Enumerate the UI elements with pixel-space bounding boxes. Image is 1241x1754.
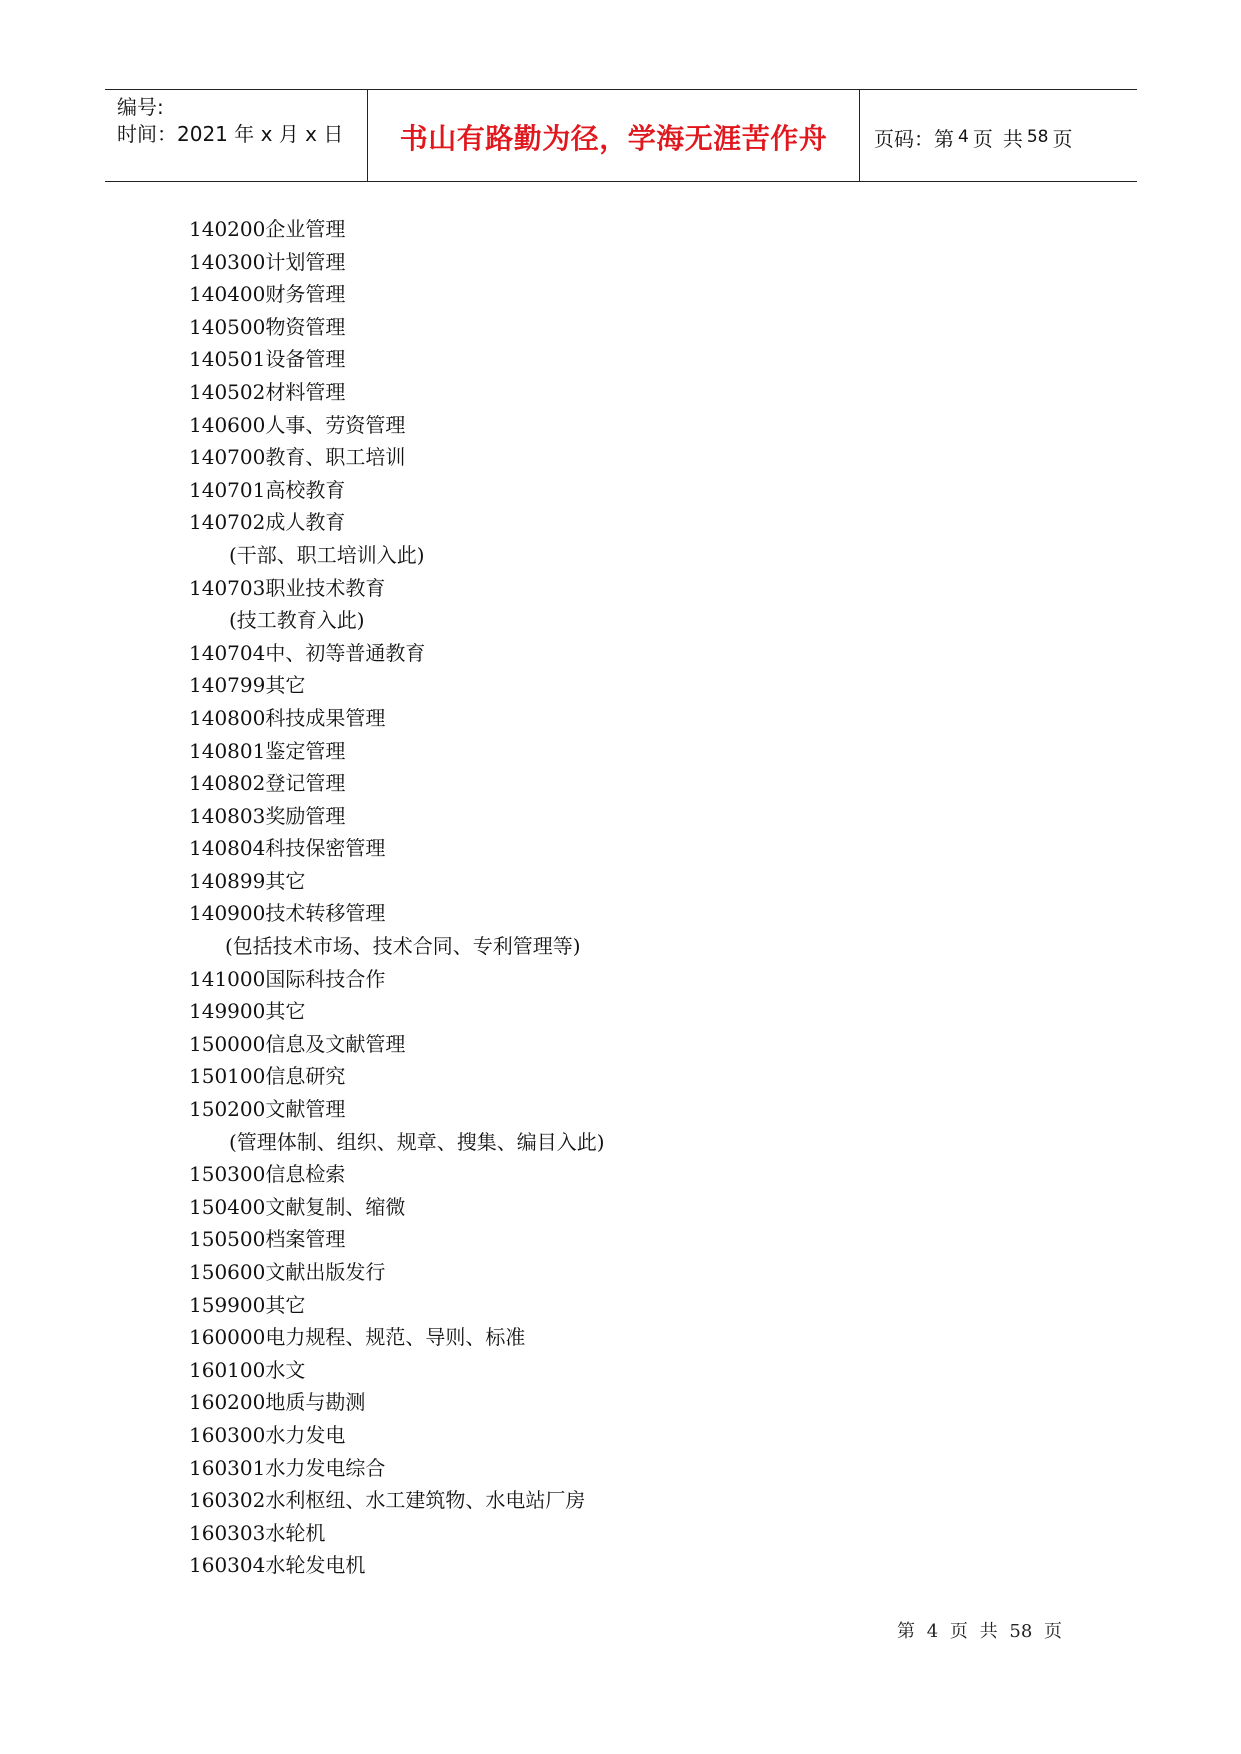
footer-total: 58 [1009,1621,1033,1642]
footer-mid: 页 [949,1621,968,1642]
page-current: 4 [958,127,969,147]
list-item: 160300水力发电 [189,1422,346,1447]
page-footer [897,1617,1068,1643]
list-item: 159900其它 [189,1292,306,1317]
list-item: 140501设备管理 [189,347,346,372]
page-header [105,89,1137,182]
header-page-indicator [860,90,1137,181]
classification-list [189,213,1089,1582]
list-item: 140799其它 [189,673,306,698]
list-item: 150100信息研究 [189,1064,346,1089]
list-item: 140502材料管理 [189,379,346,404]
list-item: 150500档案管理 [189,1227,346,1252]
list-item: 150200文献管理 [189,1097,346,1122]
header-meta [105,90,368,181]
footer-current: 4 [926,1621,939,1642]
list-item: 140804科技保密管理 [189,836,386,861]
list-item: 150300信息检索 [189,1162,346,1187]
list-item: 140899其它 [189,868,306,893]
list-item: 140300计划管理 [189,249,346,274]
footer-total-prefix: 共 [979,1621,998,1642]
page-suffix: 页 [1052,126,1073,151]
list-item: 140704中、初等普通教育 [189,640,426,665]
list-item: 140801鉴定管理 [189,738,346,763]
list-item: 150000信息及文献管理 [189,1031,406,1056]
list-item: 140700教育、职工培训 [189,445,406,470]
number-label: 编号: [117,95,164,119]
list-item: 140800科技成果管理 [189,705,386,730]
page-prefix: 页码：第 [874,126,954,151]
footer-prefix: 第 [897,1621,915,1642]
list-item: 140200企业管理 [189,217,346,241]
motto-text: 书山有路勤为径，学海无涯苦作舟 [399,122,828,155]
list-item: 160303水轮机 [189,1520,326,1545]
list-item: 150400文献复制、缩微 [189,1194,406,1219]
page-total-prefix: 共 [1002,126,1023,151]
list-item-note: (技工教育入此) [229,608,365,633]
list-item: 160301水力发电综合 [189,1455,386,1480]
page-total: 58 [1026,127,1049,147]
list-item: 149900其它 [189,999,306,1024]
list-item: 140802登记管理 [189,771,346,796]
list-item: 160304水轮发电机 [189,1553,366,1578]
list-item: 141000国际科技合作 [189,966,386,991]
time-label: 时间：2021 年 x 月 x 日 [117,122,344,146]
list-item-note: (包括技术市场、技术合同、专利管理等) [225,934,581,959]
list-item: 160200地质与勘测 [189,1390,366,1415]
list-item: 140600人事、劳资管理 [189,412,406,437]
list-item: 140803奖励管理 [189,803,346,828]
list-item: 160302水利枢纽、水工建筑物、水电站厂房 [189,1488,586,1513]
header-motto-cell [368,90,860,181]
list-item: 140500物资管理 [189,314,346,339]
list-item-note: (管理体制、组织、规章、搜集、编目入此) [229,1129,605,1154]
list-item: 160100水文 [189,1357,306,1382]
footer-suffix: 页 [1044,1621,1063,1642]
list-item: 150600文献出版发行 [189,1260,386,1284]
list-item: 140702成人教育 [189,510,346,535]
list-item: 140703职业技术教育 [189,575,386,600]
list-item: 140701高校教育 [189,477,346,502]
list-item: 140900技术转移管理 [189,901,386,926]
page-mid: 页 [972,126,993,151]
list-item-note: (干部、职工培训入此) [229,542,425,567]
list-item: 160000电力规程、规范、导则、标准 [189,1325,526,1350]
list-item: 140400财务管理 [189,282,346,307]
